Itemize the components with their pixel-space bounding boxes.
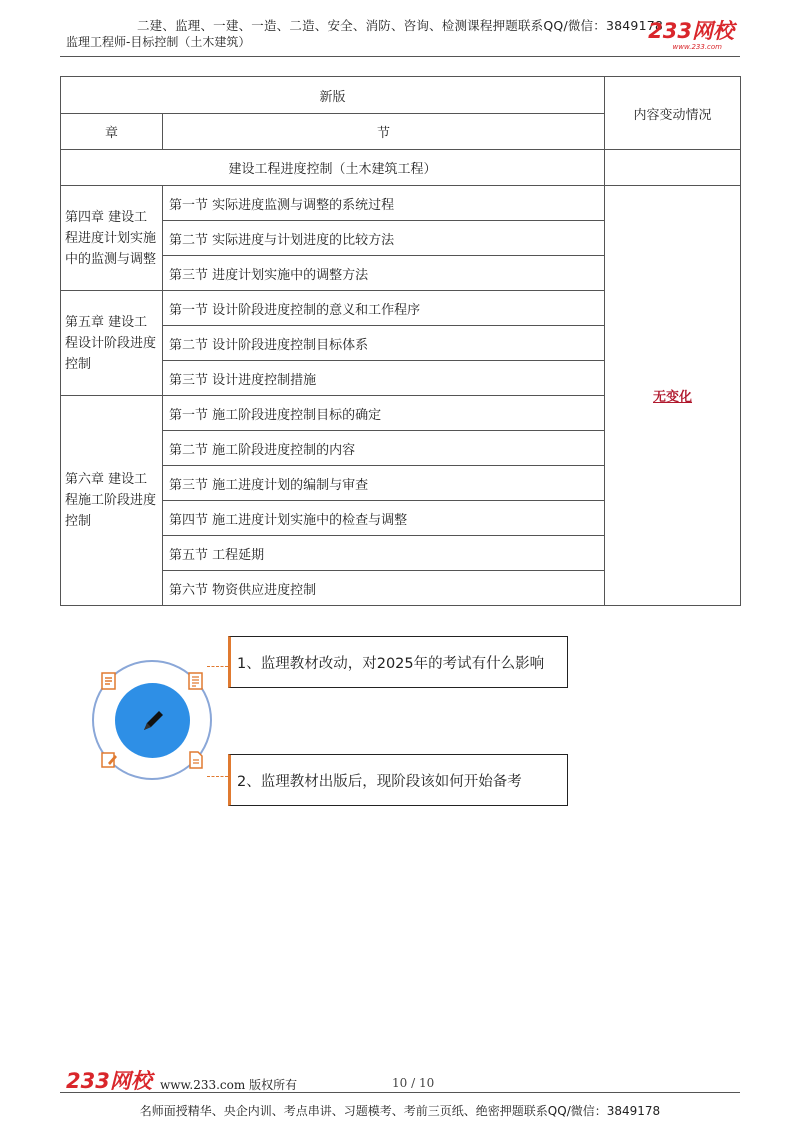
table-row-section: 第六节 物资供应进度控制	[163, 571, 605, 606]
brand-logo-url: www.233.com	[672, 43, 722, 51]
table-row-section: 第一节 设计阶段进度控制的意义和工作程序	[163, 291, 605, 326]
brand-logo: 233网校	[648, 19, 734, 43]
footer-divider	[60, 1092, 740, 1093]
edit-icon	[100, 751, 118, 769]
document-icon	[100, 672, 118, 690]
callout-text: 1、监理教材改动，对2025年的考试有什么影响	[237, 655, 545, 672]
callout-text: 2、监理教材出版后，现阶段该如何开始备考	[237, 773, 522, 790]
file-icon	[187, 751, 205, 769]
center-badge	[115, 683, 190, 758]
document-subtitle: 监理工程师-目标控制（土木建筑）	[66, 35, 251, 49]
table-row-section: 第一节 实际进度监测与调整的系统过程	[163, 186, 605, 221]
header-new-edition: 新版	[61, 77, 605, 114]
column-chapter: 章	[61, 114, 163, 150]
header-change-status: 内容变动情况	[605, 77, 741, 150]
header-divider	[60, 56, 740, 57]
footer-brand-logo: 233网校	[66, 1069, 152, 1093]
chapter-6-title: 第六章 建设工程施工阶段进度控制	[61, 396, 163, 606]
no-change-label: 无变化	[653, 390, 693, 405]
connector-line	[207, 666, 228, 667]
footer-contact-line: 名师面授精华、央企内训、考点串讲、习题模考、考前三页纸、绝密押题联系QQ/微信：3849178	[139, 1104, 661, 1118]
column-section: 节	[163, 114, 605, 150]
table-row-section: 第五节 工程延期	[163, 536, 605, 571]
table-row-section: 第一节 施工阶段进度控制目标的确定	[163, 396, 605, 431]
footer-copyright: www.233.com 版权所有	[160, 1078, 298, 1092]
pen-icon	[137, 705, 169, 737]
table-row-section: 第三节 进度计划实施中的调整方法	[163, 256, 605, 291]
change-status-value	[605, 186, 741, 606]
table-row-section: 第二节 设计阶段进度控制目标体系	[163, 326, 605, 361]
chapter-4-title: 第四章 建设工程进度计划实施中的监测与调整	[61, 186, 163, 291]
page-number: 10 / 10	[392, 1076, 435, 1090]
callout-question-1	[228, 636, 568, 688]
connector-line	[207, 776, 228, 777]
checklist-icon	[187, 672, 205, 690]
chapter-5-title: 第五章 建设工程设计阶段进度控制	[61, 291, 163, 396]
table-row-section: 第三节 设计进度控制措施	[163, 361, 605, 396]
table-row-section: 第三节 施工进度计划的编制与审查	[163, 466, 605, 501]
header-contact-line: 二建、监理、一建、一造、二造、安全、消防、咨询、检测课程押题联系QQ/微信：3849178	[136, 18, 664, 33]
table-row-section: 第二节 施工阶段进度控制的内容	[163, 431, 605, 466]
section-group-title: 建设工程进度控制（土木建筑工程）	[61, 150, 605, 186]
section-group-change-cell	[605, 150, 741, 186]
table-row-section: 第二节 实际进度与计划进度的比较方法	[163, 221, 605, 256]
callout-question-2	[228, 754, 568, 806]
chapter-comparison-table	[60, 76, 741, 606]
table-row-section: 第四节 施工进度计划实施中的检查与调整	[163, 501, 605, 536]
